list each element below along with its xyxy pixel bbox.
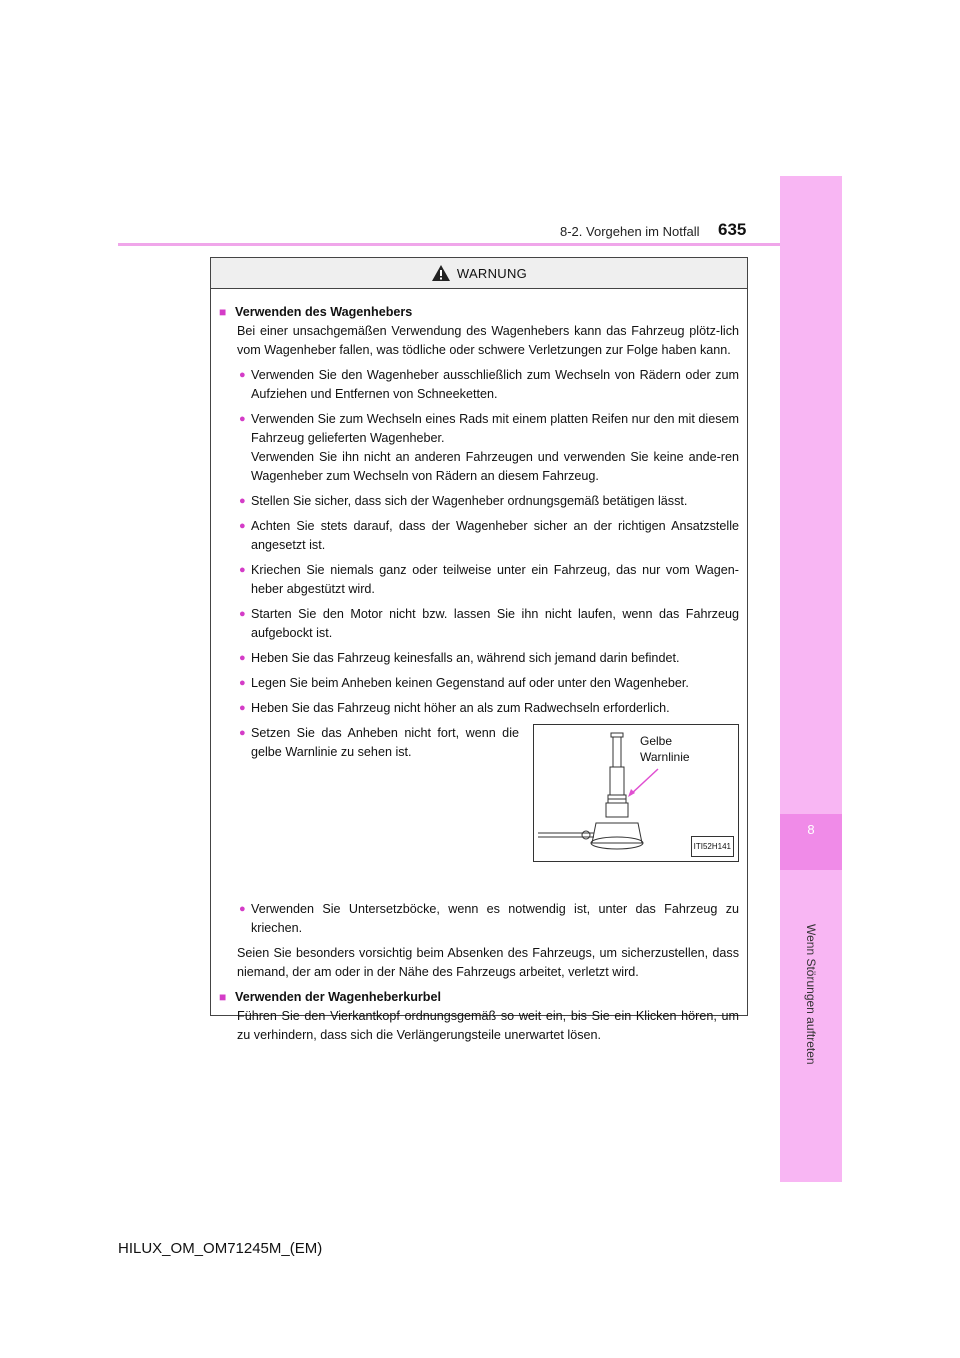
bullet-dot-icon: ● bbox=[239, 652, 246, 664]
bullet-dot-icon: ● bbox=[239, 564, 246, 576]
figure-code: ITI52H141 bbox=[691, 836, 734, 857]
closing-paragraph: Seien Sie besonders vorsichtig beim Absenken des Fahrzeugs, um sicherzustellen, dass niemand, der am oder in der Nähe des Fahrzeugs arbeitet, verletzt wird. bbox=[237, 946, 739, 979]
bullet-dot-icon: ● bbox=[239, 727, 246, 739]
list-item-text: Legen Sie beim Anheben keinen Gegenstand auf oder unter den Wagenheber. bbox=[251, 676, 689, 690]
header-rule bbox=[118, 243, 780, 246]
topic-heading bbox=[219, 303, 739, 322]
bullet-dot-icon: ● bbox=[239, 495, 246, 507]
list-item bbox=[219, 724, 519, 762]
topic-text: Führen Sie den Vierkantkopf ordnungsgemäß so weit ein, bis Sie ein Klicken hören, um zu verhindern, dass sich die Verlängerungsteile unerwartet lösen. bbox=[237, 1009, 739, 1042]
list-item-text: Heben Sie das Fahrzeug keinesfalls an, während sich jemand darin befindet. bbox=[251, 651, 680, 665]
bullet-dot-icon: ● bbox=[239, 608, 246, 620]
topic-heading bbox=[219, 988, 739, 1007]
bullet-dot-icon: ● bbox=[239, 369, 246, 381]
list-item bbox=[219, 674, 739, 693]
figure-label bbox=[640, 733, 690, 765]
list-item bbox=[219, 517, 739, 555]
figure-row bbox=[219, 724, 739, 894]
warning-box bbox=[210, 257, 748, 1042]
chapter-number: 8 bbox=[807, 822, 815, 837]
list-item-text: Kriechen Sie niemals ganz oder teilweise unter ein Fahrzeug, das nur vom Wagen-heber abgestützt wird. bbox=[251, 563, 739, 596]
bullet-dot-icon: ● bbox=[239, 413, 246, 425]
bullet-dot-icon: ● bbox=[239, 903, 246, 915]
list-item-text: Verwenden Sie den Wagenheber ausschließlich zum Wechseln von Rädern oder zum Aufziehen und Entfernen von Schneeketten. bbox=[251, 368, 739, 401]
list-item bbox=[219, 699, 739, 718]
topic-heading-text: Verwenden des Wagenhebers bbox=[235, 305, 413, 319]
chapter-title: Wenn Störungen auftreten bbox=[804, 924, 818, 1065]
list-item bbox=[219, 492, 739, 511]
warning-body bbox=[211, 289, 747, 1061]
list-item-text: Verwenden Sie Untersetzböcke, wenn es notwendig ist, unter das Fahrzeug zu kriechen. bbox=[251, 902, 739, 935]
warning-triangle-icon bbox=[431, 264, 451, 282]
list-item-text: Achten Sie stets darauf, dass der Wagenheber sicher an der richtigen Ansatzstelle angesetzt ist. bbox=[251, 519, 739, 552]
warning-title: WARNUNG bbox=[456, 265, 528, 281]
document-id: HILUX_OM_OM71245M_(EM) bbox=[118, 1240, 323, 1257]
section-title: 8-2. Vorgehen im Notfall bbox=[560, 224, 700, 239]
square-bullet-icon: ■ bbox=[219, 990, 227, 1004]
topic-heading-text: Verwenden der Wagenheberkurbel bbox=[235, 990, 441, 1004]
bullet-dot-icon: ● bbox=[239, 520, 246, 532]
list-item-text: Heben Sie das Fahrzeug nicht höher an als zum Radwechseln erforderlich. bbox=[251, 701, 670, 715]
list-item-text: Setzen Sie das Anheben nicht fort, wenn die gelbe Warnlinie zu sehen ist. bbox=[251, 726, 519, 759]
chapter-side-tab bbox=[780, 176, 842, 1182]
warning-header bbox=[211, 258, 747, 289]
bullet-dot-icon: ● bbox=[239, 702, 246, 714]
square-bullet-icon: ■ bbox=[219, 305, 227, 319]
list-item bbox=[219, 561, 739, 599]
list-item-text: Starten Sie den Motor nicht bzw. lassen Sie ihn nicht laufen, wenn das Fahrzeug aufgebockt ist. bbox=[251, 607, 739, 640]
bullet-dot-icon: ● bbox=[239, 677, 246, 689]
figure-label-line-2: Warnlinie bbox=[640, 750, 690, 764]
jack-figure bbox=[533, 724, 739, 862]
list-item bbox=[219, 649, 739, 668]
list-item-text: Verwenden Sie ihn nicht an anderen Fahrzeugen und verwenden Sie keine ande-ren Wagenheber zum Wechseln von Rädern an diesem Fahrzeug. bbox=[251, 450, 739, 483]
figure-label-line-1: Gelbe bbox=[640, 734, 673, 748]
list-item bbox=[219, 900, 739, 938]
page-number: 635 bbox=[718, 220, 747, 239]
list-item-text: Verwenden Sie zum Wechseln eines Rads mit einem platten Reifen nur den mit diesem Fahrzeug gelieferten Wagenheber. bbox=[251, 412, 739, 445]
topic-intro: Bei einer unsachgemäßen Verwendung des Wagenhebers kann das Fahrzeug plötz-lich vom Wagenheber fallen, was tödliche oder schwere Verletzungen zur Folge haben kann. bbox=[237, 324, 739, 357]
list-item bbox=[219, 605, 739, 643]
list-item-text: Stellen Sie sicher, dass sich der Wagenheber ordnungsgemäß betätigen lässt. bbox=[251, 494, 688, 508]
list-item bbox=[219, 410, 739, 486]
list-item bbox=[219, 366, 739, 404]
